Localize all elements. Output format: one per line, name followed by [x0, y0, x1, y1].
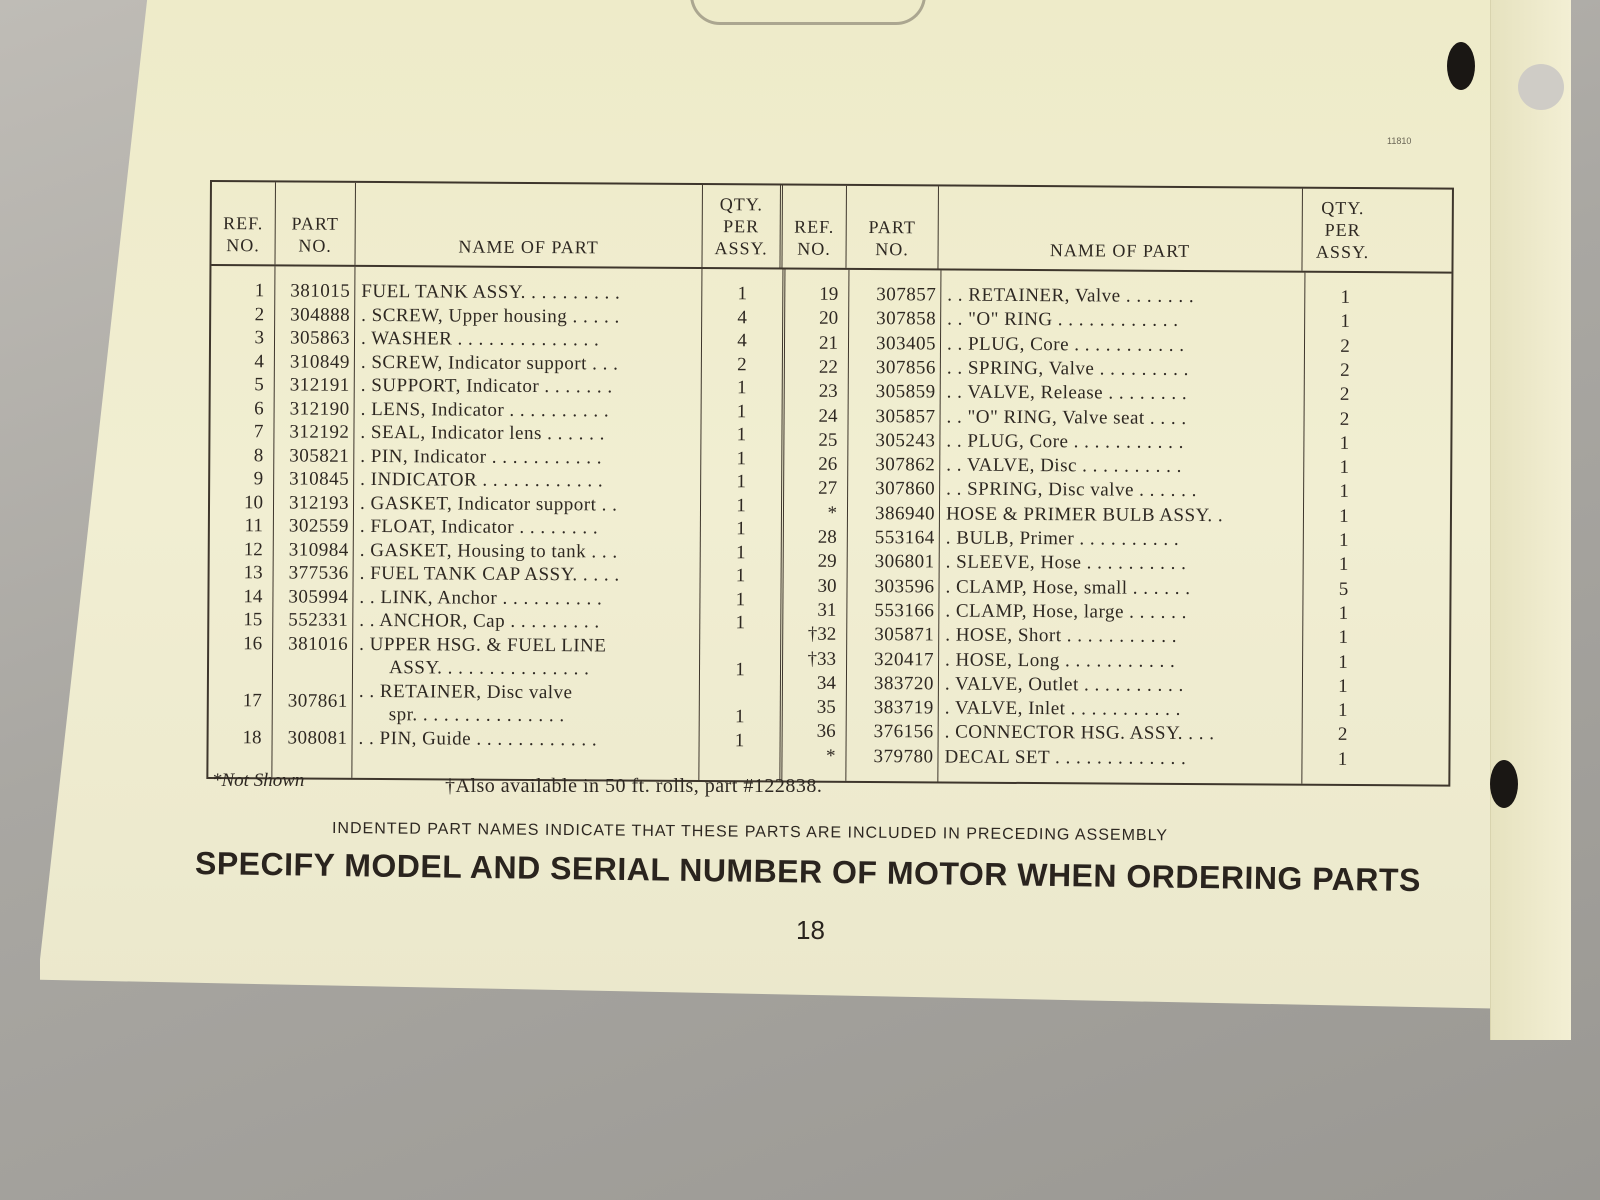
ref-no-cell: 36 — [816, 721, 836, 743]
ref-no-cell: 25 — [818, 429, 838, 451]
ref-no-cell: 21 — [818, 332, 839, 354]
name-column — [352, 267, 702, 780]
part-name-cell: . LENS, Indicator . . . . . . . . . . — [360, 398, 610, 421]
qty-cell: 1 — [736, 518, 746, 540]
binder-hole — [1490, 760, 1518, 808]
part-no-cell: 312190 — [289, 397, 350, 420]
ref-no-cell: 24 — [818, 405, 838, 427]
part-no-cell: 302559 — [288, 515, 349, 537]
ref-no-cell: * — [827, 502, 838, 524]
right-parts-list — [782, 270, 1385, 785]
part-name-cell: . HOSE, Long . . . . . . . . . . . — [945, 648, 1176, 672]
qty-cell: 5 — [1338, 578, 1349, 600]
part-name-cell: . SCREW, Indicator support . . . — [360, 351, 619, 374]
ref-column — [782, 270, 849, 781]
part-name-cell: . INDICATOR . . . . . . . . . . . . — [360, 468, 604, 492]
qty-cell: 1 — [1338, 651, 1348, 673]
qty-cell: 1 — [1339, 505, 1349, 527]
parts-table — [206, 180, 1454, 787]
ref-no-cell: 2 — [254, 303, 265, 325]
part-name-cell: . BULB, Primer . . . . . . . . . . — [945, 527, 1180, 550]
next-page-edge — [1490, 0, 1571, 1040]
part-no-cell: 379780 — [873, 745, 934, 768]
part-no-cell: 307861 — [287, 690, 348, 712]
qty-cell: 2 — [1337, 724, 1348, 746]
ref-no-cell: 1 — [254, 280, 265, 302]
ref-no-cell: * — [825, 745, 836, 767]
header-ref-no: REF. NO. — [782, 186, 846, 268]
qty-cell: 1 — [736, 447, 747, 469]
qty-cell: 1 — [736, 400, 747, 422]
ref-column — [208, 266, 275, 777]
part-no-cell: 312192 — [289, 421, 350, 443]
page-number: 18 — [796, 915, 825, 945]
part-name-cell: . CLAMP, Hose, large . . . . . . — [945, 600, 1187, 623]
header-qty: QTY. PER ASSY. — [702, 185, 782, 267]
qty-cell: 1 — [1338, 602, 1349, 624]
ref-no-cell: 10 — [243, 491, 264, 513]
part-no-cell: 305243 — [875, 429, 936, 452]
part-no-cell: 305871 — [874, 624, 935, 646]
part-name-cell: . . VALVE, Release . . . . . . . . — [946, 381, 1188, 405]
part-name-cell: . FLOAT, Indicator . . . . . . . . — [359, 515, 599, 539]
qty-cell: 1 — [1338, 627, 1349, 649]
ref-no-cell: †33 — [807, 648, 837, 670]
ref-no-cell: 14 — [243, 585, 263, 607]
part-no-cell: 310845 — [289, 468, 350, 490]
ref-no-cell: 31 — [817, 599, 837, 621]
part-name-cell: . GASKET, Indicator support . . — [359, 492, 618, 515]
part-name-cell: . PIN, Indicator . . . . . . . . . . . — [360, 445, 603, 468]
part-name-cell: . . VALVE, Disc . . . . . . . . . . — [946, 454, 1183, 478]
part-name-cell: . WASHER . . . . . . . . . . . . . . — [360, 327, 600, 351]
ref-no-cell: 9 — [253, 468, 264, 490]
qty-cell: 1 — [735, 659, 745, 681]
part-name-cell: . . "O" RING, Valve seat . . . . — [946, 406, 1187, 429]
qty-cell: 1 — [737, 283, 748, 305]
qty-cell: 4 — [737, 330, 747, 352]
ref-no-cell: 13 — [243, 562, 263, 584]
part-name-cell: HOSE & PRIMER BULB ASSY. . — [945, 503, 1224, 526]
figure-number: 11810 — [1387, 136, 1412, 146]
part-name-cell: DECAL SET . . . . . . . . . . . . . — [944, 746, 1187, 769]
part-no-cell: 307862 — [875, 454, 936, 476]
name-column — [938, 270, 1305, 783]
ref-no-cell: 30 — [817, 575, 837, 597]
qty-cell: 1 — [735, 541, 746, 563]
part-name-cell: . . ANCHOR, Cap . . . . . . . . . — [359, 609, 600, 633]
ref-no-cell: 11 — [244, 515, 263, 537]
part-name-cell: . SUPPORT, Indicator . . . . . . . — [360, 374, 613, 398]
qty-cell: 1 — [736, 424, 747, 446]
part-name-cell: . . SPRING, Valve . . . . . . . . . — [946, 357, 1189, 380]
part-name-cell: . SCREW, Upper housing . . . . . — [361, 304, 620, 328]
part-name-cell: . UPPER HSG. & FUEL LINE — [359, 633, 607, 656]
ref-no-cell: 8 — [253, 444, 264, 466]
part-no-cell: 307857 — [876, 284, 937, 306]
qty-cell: 1 — [1337, 748, 1348, 770]
part-name-cell: . VALVE, Outlet . . . . . . . . . . — [944, 673, 1184, 696]
ref-no-cell: 18 — [242, 726, 262, 748]
ref-no-cell: †32 — [807, 623, 837, 646]
qty-cell: 1 — [1339, 529, 1349, 551]
ref-no-cell: 20 — [819, 308, 839, 330]
binder-hole — [1518, 64, 1564, 110]
part-name-cell: . CLAMP, Hose, small . . . . . . — [945, 576, 1191, 599]
part-no-cell: 552331 — [288, 609, 349, 631]
ref-no-cell: 3 — [254, 327, 265, 349]
part-name-cell: FUEL TANK ASSY. . . . . . . . . . — [361, 280, 621, 304]
part-name-cell: . SLEEVE, Hose . . . . . . . . . . — [945, 551, 1187, 575]
part-no-cell: 307858 — [876, 308, 937, 330]
part-no-cell: 307856 — [875, 356, 936, 379]
qty-cell: 1 — [1338, 554, 1349, 576]
qty-column — [1302, 273, 1385, 784]
part-no-cell: 306801 — [874, 551, 935, 573]
ref-no-cell: 26 — [818, 453, 838, 475]
qty-cell: 1 — [736, 494, 746, 516]
ref-no-cell: 12 — [243, 538, 263, 560]
part-name-cell: . . LINK, Anchor . . . . . . . . . . — [359, 586, 603, 609]
part-name-cell: . . PIN, Guide . . . . . . . . . . . . — [358, 727, 598, 750]
part-no-cell: 305857 — [875, 405, 936, 427]
qty-cell: 1 — [734, 729, 745, 751]
ref-no-cell: 27 — [818, 478, 838, 500]
part-no-cell: 381015 — [290, 280, 351, 302]
part-no-cell: 310849 — [289, 350, 350, 373]
qty-cell: 4 — [737, 306, 747, 328]
header-part-no: PART NO. — [846, 186, 938, 269]
part-name-continuation: spr. . . . . . . . . . . . . . . — [388, 704, 565, 727]
part-no-cell: 305994 — [288, 585, 349, 608]
qty-cell: 2 — [1340, 359, 1350, 381]
part-name-cell: . . SPRING, Disc valve . . . . . . — [946, 478, 1197, 502]
qty-cell: 1 — [1339, 432, 1350, 454]
footnote-not-shown: *Not Shown — [212, 770, 305, 791]
ref-no-cell: 28 — [817, 526, 837, 548]
part-no-cell: 312191 — [289, 374, 350, 396]
qty-cell: 1 — [735, 612, 746, 634]
part-no-cell: 308081 — [287, 726, 348, 749]
part-no-cell: 376156 — [873, 721, 934, 743]
part-no-cell: 553164 — [874, 527, 935, 549]
qty-cell: 1 — [736, 377, 747, 399]
part-no-cell: 305821 — [289, 444, 350, 467]
ref-no-cell: 6 — [254, 397, 264, 419]
part-name-cell: . GASKET, Housing to tank . . . — [359, 539, 618, 562]
ref-no-cell: 34 — [816, 672, 837, 694]
ref-no-cell: 19 — [819, 283, 839, 305]
qty-cell: 1 — [1340, 311, 1350, 333]
qty-cell: 1 — [1340, 286, 1351, 308]
part-name-cell: . . RETAINER, Valve . . . . . . . — [947, 284, 1195, 308]
header-name-of-part: NAME OF PART — [938, 186, 1302, 270]
qty-cell: 1 — [1337, 699, 1348, 722]
table-header — [211, 182, 1451, 274]
part-no-cell: 383719 — [873, 697, 934, 719]
binder-hole — [1447, 42, 1475, 90]
ordering-banner: SPECIFY MODEL AND SERIAL NUMBER OF MOTOR WHEN ORDERING PARTS — [194, 845, 1422, 899]
ref-no-cell: 15 — [243, 609, 263, 631]
ref-no-cell: 16 — [243, 632, 263, 654]
part-no-cell: 303405 — [875, 332, 937, 355]
ref-no-cell: 5 — [254, 374, 264, 396]
qty-cell: 1 — [734, 706, 745, 728]
qty-cell: 2 — [1340, 335, 1350, 357]
part-name-cell: . . "O" RING . . . . . . . . . . . . — [947, 308, 1179, 332]
part-no-cell: 307860 — [875, 478, 936, 500]
qty-column — [699, 269, 782, 780]
ref-no-cell: 35 — [816, 696, 836, 718]
part-no-cell: 310984 — [288, 538, 349, 561]
table-body — [208, 266, 1451, 785]
header-ref-no: REF. NO. — [211, 182, 275, 264]
part-name-cell: . . PLUG, Core . . . . . . . . . . . — [946, 333, 1185, 356]
footnote-also-available: †Also available in 50 ft. rolls, part #122838. — [445, 775, 823, 797]
indented-note: INDENTED PART NAMES INDICATE THAT THESE PARTS ARE INCLUDED IN PRECEDING ASSEMBLY — [331, 820, 1169, 845]
part-name-cell: . SEAL, Indicator lens . . . . . . — [360, 421, 605, 445]
part-name-cell: . . RETAINER, Disc valve — [358, 680, 573, 703]
ref-no-cell: 23 — [818, 380, 838, 403]
fuel-tank-illustration-edge — [690, 0, 926, 25]
part-no-cell: 381016 — [288, 632, 349, 655]
header-part-no: PART NO. — [275, 182, 355, 264]
part-name-cell: . FUEL TANK CAP ASSY. . . . . — [359, 562, 620, 586]
qty-cell: 1 — [1339, 481, 1349, 503]
part-no-cell: 312193 — [288, 491, 350, 514]
part-no-cell: 303596 — [874, 575, 935, 598]
part-name-cell: . CONNECTOR HSG. ASSY. . . . — [944, 721, 1215, 745]
header-qty: QTY. PER ASSY. — [1315, 197, 1370, 263]
part-name-cell: . VALVE, Inlet . . . . . . . . . . . — [944, 697, 1182, 721]
part-column — [846, 270, 941, 782]
qty-cell: 2 — [1339, 384, 1350, 406]
qty-cell: 1 — [1338, 675, 1348, 697]
part-no-cell: 383720 — [873, 672, 935, 695]
ref-no-cell: 7 — [253, 421, 264, 443]
part-name-cell: . . PLUG, Core . . . . . . . . . . . — [946, 430, 1185, 453]
ref-no-cell: 22 — [818, 356, 838, 378]
part-no-cell: 305859 — [875, 381, 936, 403]
part-no-cell: 553166 — [874, 599, 935, 622]
ref-no-cell: 29 — [817, 551, 837, 573]
part-name-cell: . HOSE, Short . . . . . . . . . . . — [945, 624, 1178, 648]
qty-cell: 2 — [1339, 408, 1350, 430]
qty-cell: 1 — [735, 565, 746, 587]
part-no-cell: 304888 — [290, 303, 351, 326]
ref-no-cell: 4 — [254, 350, 264, 372]
ref-no-cell: 17 — [242, 690, 262, 712]
part-no-cell: 305863 — [289, 327, 351, 349]
qty-cell: 1 — [1339, 456, 1350, 479]
part-no-cell: 386940 — [874, 502, 936, 525]
qty-cell: 1 — [735, 588, 746, 610]
part-name-continuation: ASSY. . . . . . . . . . . . . . . — [388, 657, 590, 680]
qty-cell: 2 — [737, 353, 747, 375]
part-column — [272, 266, 355, 777]
part-no-cell: 320417 — [874, 648, 935, 670]
qty-cell: 1 — [736, 471, 746, 493]
header-name-of-part: NAME OF PART — [355, 183, 702, 267]
left-parts-list — [208, 266, 785, 780]
part-no-cell: 377536 — [288, 562, 349, 584]
